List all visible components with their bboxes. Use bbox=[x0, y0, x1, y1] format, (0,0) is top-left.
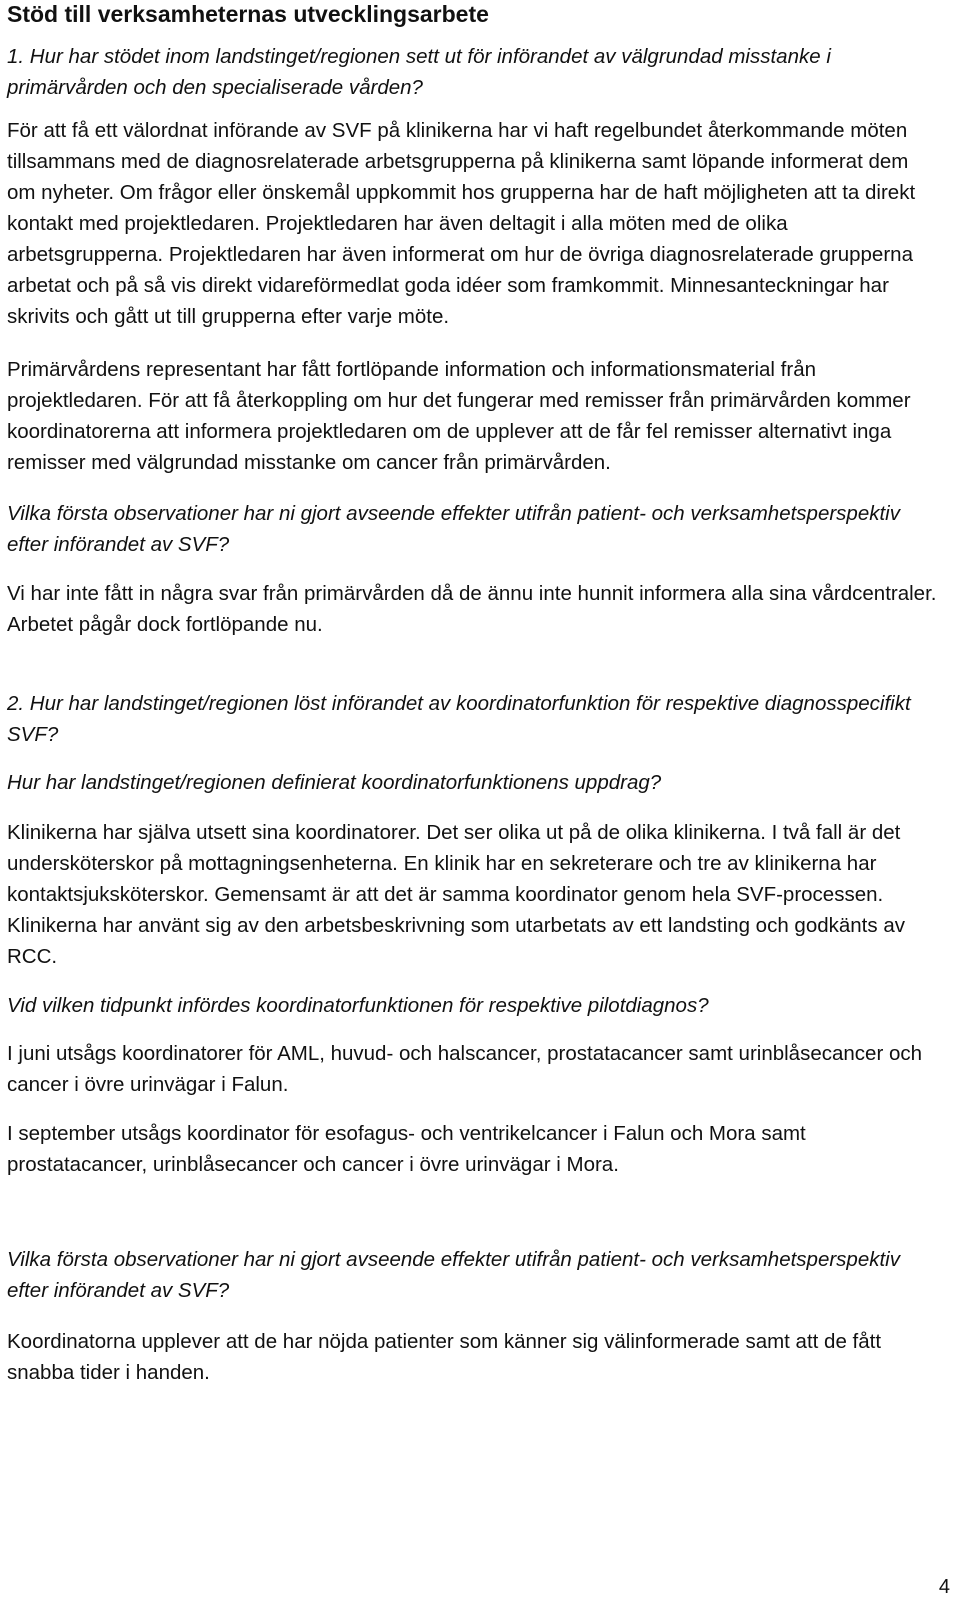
question-2d: Vilka första observationer har ni gjort avseende effekter utifrån patient- och verksamhetsperspektiv efter införandet av SVF? bbox=[7, 1248, 900, 1302]
answer-1-paragraph-1: För att få ett välordnat införande av SVF på klinikerna har vi haft regelbundet återkommande möten tillsammans med de diagnosrelaterade arbetsgrupperna på klinikerna samt löpande informerat dem om nyheter. Om frågor eller önskemål uppkommit hos grupperna har de haft möjligheten att ta direkt kontakt med projektledaren. Projektledaren har även deltagit i alla möten med de olika arbetsgrupperna. Projektledaren har även informerat om hur de övriga diagnosrelaterade grupperna arbetat och på så vis direkt vidareförmedlat goda idéer som framkommit. Minnesanteckningar har skrivits och gått ut till grupperna efter varje möte. bbox=[7, 119, 916, 328]
answer-1-paragraph-2: Primärvårdens representant har fått fortlöpande information och informationsmaterial från projektledaren. För att få återkoppling om hur det fungerar med remisser från primärvården kommer koordinatorerna att informera projektledaren om de upplever att de får fel remisser alternativt inga remisser med välgrundad misstanke om cancer från primärvården. bbox=[7, 358, 911, 474]
page-number: 4 bbox=[938, 1576, 950, 1598]
question-1b: Vilka första observationer har ni gjort avseende effekter utifrån patient- och verksamhetsperspektiv efter införandet av SVF? bbox=[7, 502, 900, 556]
question-1: 1. Hur har stödet inom landstinget/regionen sett ut för införandet av välgrundad misstanke i primärvården och den specialiserade vården? bbox=[7, 45, 831, 99]
question-2: 2. Hur har landstinget/regionen löst införandet av koordinatorfunktion för respektive diagnosspecifikt SVF? bbox=[7, 692, 911, 746]
answer-1b: Vi har inte fått in några svar från primärvården då de ännu inte hunnit informera alla sina vårdcentraler. Arbetet pågår dock fortlöpande nu. bbox=[7, 582, 937, 636]
section-heading: Stöd till verksamheternas utvecklingsarbete bbox=[7, 1, 489, 27]
answer-2c-paragraph-1: I juni utsågs koordinatorer för AML, huvud- och halscancer, prostatacancer samt urinblåsecancer och cancer i övre urinvägar i Falun. bbox=[7, 1042, 923, 1096]
answer-2d: Koordinatorna upplever att de har nöjda patienter som känner sig välinformerade samt att de fått snabba tider i handen. bbox=[7, 1330, 882, 1384]
question-2b: Hur har landstinget/regionen definierat koordinatorfunktionens uppdrag? bbox=[7, 771, 662, 794]
answer-2b: Klinikerna har själva utsett sina koordinatorer. Det ser olika ut på de olika klinikerna. I två fall är det undersköterskor på mottagningsenheterna. En klinik har en sekreterare och tre av klinikerna har kontaktsjuksköterskor. Gemensamt är att det är samma koordinator genom hela SVF-processen. Klinikerna har använt sig av den arbetsbeskrivning som utarbetats av ett landsting och godkänts av RCC. bbox=[7, 821, 905, 968]
answer-2c-paragraph-2: I september utsågs koordinator för esofagus- och ventrikelcancer i Falun och Mora samt prostatacancer, urinblåsecancer och cancer i övre urinvägar i Mora. bbox=[7, 1122, 806, 1176]
question-2c: Vid vilken tidpunkt infördes koordinatorfunktionen för respektive pilotdiagnos? bbox=[7, 994, 709, 1017]
